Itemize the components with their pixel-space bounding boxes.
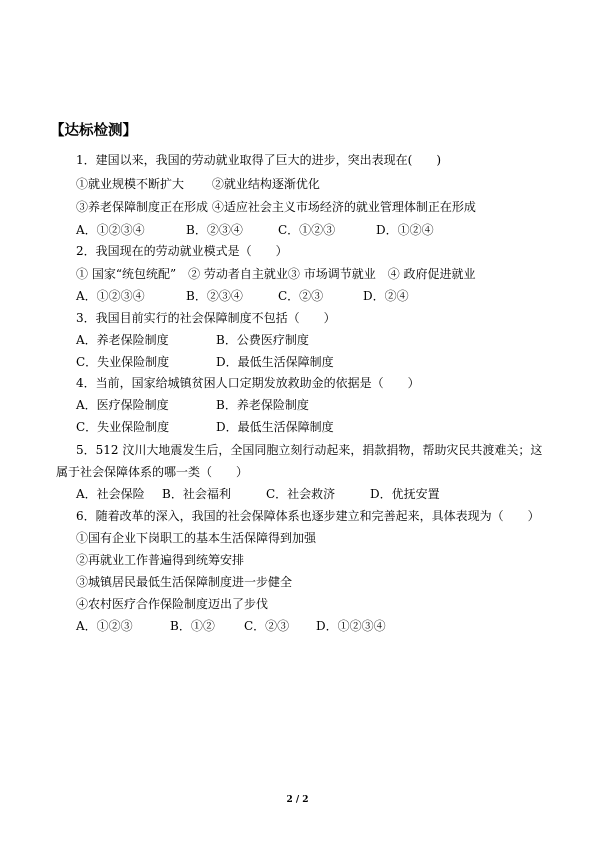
- option-b: B．①②: [170, 619, 215, 633]
- option-a: A．医疗保险制度: [76, 398, 169, 412]
- question-5-stem: 属于社会保障体系的哪一类（ ）: [56, 465, 249, 479]
- option-d: D．①②③④: [316, 619, 386, 633]
- question-2-item: ① 国家“统包统配” ② 劳动者自主就业③ 市场调节就业 ④ 政府促进就业: [76, 267, 476, 281]
- option-a: A．①②③④: [76, 289, 145, 303]
- question-6-item: ①国有企业下岗职工的基本生活保障得到加强: [76, 531, 317, 545]
- question-3-stem: 3．我国目前实行的社会保障制度不包括（ ）: [76, 311, 336, 325]
- option-b: B．公费医疗制度: [216, 333, 309, 347]
- question-5-stem: 5．512 汶川大地震发生后，全国同胞立刻行动起来，捐款捐物，帮助灾民共渡难关；这: [76, 443, 543, 457]
- option-c: C．②③: [278, 289, 324, 303]
- option-a: A．社会保险: [76, 487, 145, 501]
- question-2-stem: 2．我国现在的劳动就业模式是（ ）: [76, 244, 288, 258]
- option-a: A．①②③: [76, 619, 133, 633]
- option-d: D．②④: [363, 289, 409, 303]
- question-6-item: ④农村医疗合作保险制度迈出了步伐: [76, 597, 269, 611]
- section-heading: 【达标检测】: [50, 123, 137, 139]
- option-b: B．②③④: [186, 223, 243, 237]
- option-d: D．最低生活保障制度: [216, 420, 334, 434]
- question-6-item: ②再就业工作普遍得到统筹安排: [76, 553, 245, 567]
- option-b: B．养老保险制度: [216, 398, 309, 412]
- option-d: D．①②④: [376, 223, 434, 237]
- option-c: C．①②③: [278, 223, 336, 237]
- option-b: B．②③④: [186, 289, 243, 303]
- page-number: 2 / 2: [286, 795, 309, 805]
- option-c: C．失业保险制度: [76, 355, 170, 369]
- question-1-stem: 1．建国以来，我国的劳动就业取得了巨大的进步，突出表现在( ): [76, 153, 442, 167]
- option-b: B．社会福利: [162, 487, 231, 501]
- option-a: A．①②③④: [76, 223, 145, 237]
- question-4-stem: 4．当前，国家给城镇贫困人口定期发放救助金的依据是（ ）: [76, 376, 420, 390]
- question-6-stem: 6．随着改革的深入，我国的社会保障体系也逐步建立和完善起来，具体表现为（ ）: [76, 509, 540, 523]
- question-1-item: ③养老保障制度正在形成 ④适应社会主义市场经济的就业管理体制正在形成: [76, 200, 476, 214]
- option-c: C．社会救济: [266, 487, 336, 501]
- option-c: C．②③: [244, 619, 290, 633]
- option-a: A．养老保险制度: [76, 333, 169, 347]
- question-6-item: ③城镇居民最低生活保障制度进一步健全: [76, 575, 293, 589]
- option-c: C．失业保险制度: [76, 420, 170, 434]
- question-1-item: ①就业规模不断扩大 ②就业结构逐渐优化: [76, 177, 320, 191]
- option-d: D．最低生活保障制度: [216, 355, 334, 369]
- option-d: D．优抚安置: [370, 487, 440, 501]
